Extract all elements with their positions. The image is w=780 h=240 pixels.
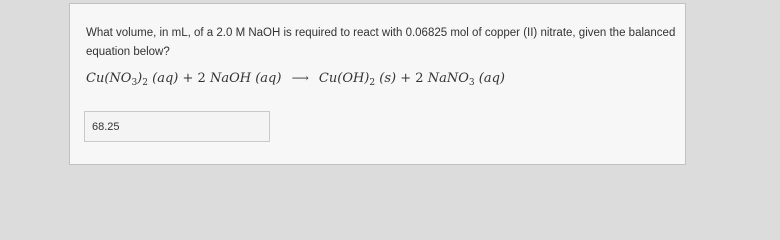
plus-sign-2: + <box>400 71 412 86</box>
product-sodium-nitrate: NaNO$_3$ <box>427 71 475 88</box>
plus-sign-1: + <box>182 71 194 86</box>
state-aq-2: (aq) <box>255 71 282 86</box>
reactant-copper-nitrate: $Cu(NO_3)_2$ <box>86 71 148 88</box>
state-s: (s) <box>379 71 397 86</box>
question-card <box>69 3 686 165</box>
coefficient-nano3: 2 <box>415 71 424 86</box>
chemical-equation <box>86 71 505 88</box>
question-text: What volume, in mL, of a 2.0 M NaOH is required to react with 0.06825 mol of copper (II) nitrate, given the balanced equation below? <box>86 27 676 58</box>
reaction-arrow-icon: ⟶ <box>291 71 309 85</box>
reactant-naoh: NaOH <box>209 71 252 86</box>
coefficient-naoh: 2 <box>197 71 206 86</box>
state-aq-1: (aq) <box>152 71 179 86</box>
state-aq-3: (aq) <box>478 71 505 86</box>
answer-input[interactable] <box>84 111 270 142</box>
product-copper-hydroxide: $Cu(OH)_2$ <box>318 71 376 88</box>
